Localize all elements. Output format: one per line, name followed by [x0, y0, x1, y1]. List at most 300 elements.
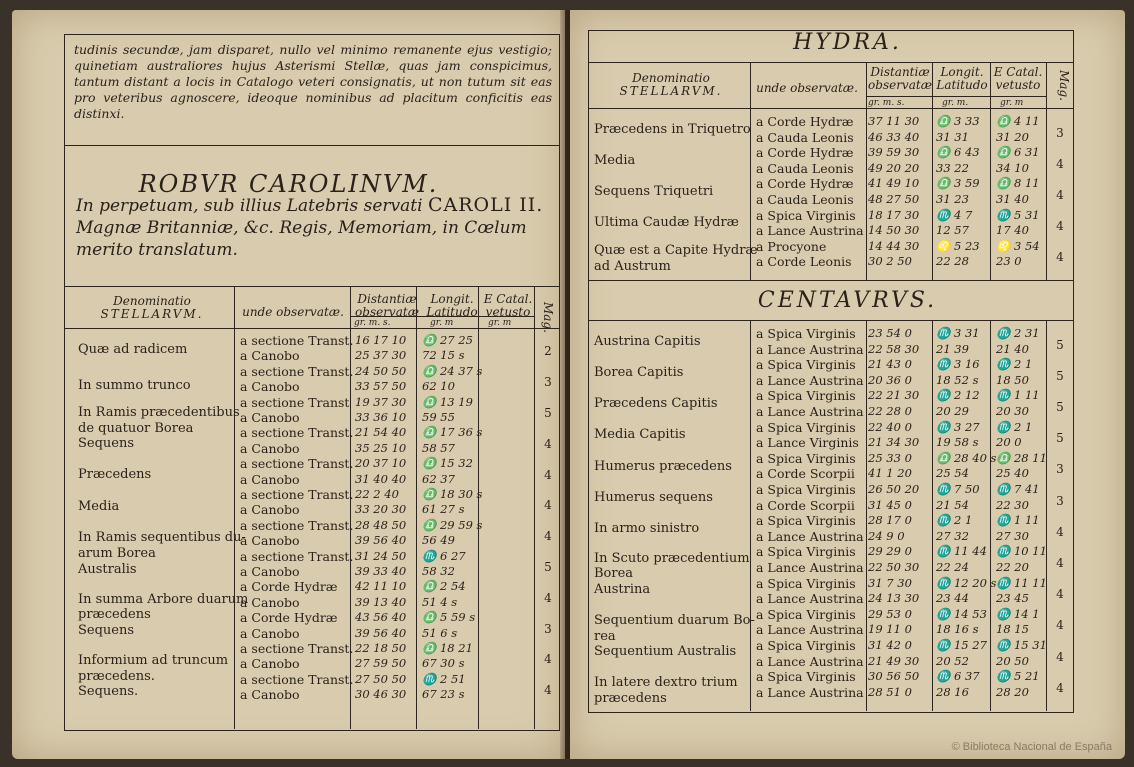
- centaurus-longitude: 22 24: [936, 560, 969, 574]
- longitude-value: 51 6 s: [422, 625, 458, 640]
- hydra-longitude: 33 22: [936, 160, 969, 175]
- hydra-magnitude: 4: [1056, 156, 1064, 171]
- centaurus-longitude: ♏ 7 50: [936, 482, 980, 496]
- centaurus-distance: 29 53 0: [868, 606, 912, 621]
- longitude-value: 56 49: [422, 533, 455, 548]
- hydra-star-name: Ultima Caudæ Hydræ: [594, 215, 739, 231]
- centaurus-reference: a Corde Scorpii: [756, 466, 855, 482]
- longitude-value: ♎ 17 36 s: [422, 425, 483, 440]
- sub-long: gr. m: [430, 318, 454, 328]
- star-name: præcedens: [78, 607, 151, 623]
- distance-value: 31 40 40: [355, 471, 407, 486]
- reference-star: a sectione Transt.: [240, 363, 354, 379]
- centaurus-distance: 28 17 0: [868, 513, 912, 528]
- dedication-caps: CAROLI II.: [427, 194, 544, 216]
- reference-star: a Canobo: [240, 471, 300, 487]
- longitude-value: ♎ 29 59 s: [422, 517, 483, 532]
- centaurus-reference: a Lance Austrina: [756, 684, 864, 700]
- centaurus-catalog: 18 50: [996, 372, 1029, 387]
- hydra-magnitude: 4: [1056, 188, 1064, 202]
- star-name: In Ramis præcedentibus: [78, 405, 240, 421]
- distance-value: 25 37 30: [355, 348, 407, 363]
- hydra-catalog: 34 10: [996, 160, 1029, 175]
- hydra-catalog: ♏ 5 31: [996, 207, 1040, 222]
- centaurus-catalog: ♏ 7 41: [996, 482, 1040, 496]
- hydra-catalog: 17 40: [996, 223, 1029, 238]
- hydra-magnitude: 4: [1056, 250, 1064, 265]
- hydra-reference: a Corde Hydræ: [756, 145, 854, 161]
- centaurus-longitude: ♏ 3 27: [936, 419, 980, 434]
- reference-star: a Corde Hydræ: [240, 610, 338, 626]
- centaurus-longitude: ♏ 3 31: [936, 326, 980, 340]
- hydra-star-name: ad Austrum: [594, 259, 671, 275]
- centaurus-magnitude: 3: [1056, 493, 1064, 508]
- star-name: Informium ad truncum: [78, 653, 229, 669]
- star-name: arum Borea: [78, 545, 156, 561]
- centaurus-reference: a Lance Austrina: [756, 622, 864, 638]
- header-longitudo: Longit. Latitudo: [426, 292, 478, 319]
- reference-star: a sectione Transt.: [240, 487, 354, 502]
- sub-ecat: gr. m: [488, 318, 512, 328]
- reference-star: a sectione Transt.: [240, 425, 354, 441]
- distance-value: 43 56 40: [355, 610, 407, 625]
- magnitude-value: 3: [544, 621, 552, 636]
- star-name: Media: [78, 499, 120, 515]
- dedication-b: Magnæ Britanniæ, &c. Regis, Memoriam, in Cœlum merito translatum.: [76, 218, 527, 260]
- distance-value: 24 50 50: [355, 363, 407, 378]
- centaurus-catalog: 20 50: [996, 653, 1029, 668]
- reference-star: a Canobo: [240, 440, 300, 456]
- centaurus-distance: 30 56 50: [868, 669, 920, 684]
- hydra-longitude: ♌ 5 23: [936, 238, 980, 253]
- centaurus-star-name: In latere dextro trium: [594, 675, 738, 691]
- header-mag: Mag.: [541, 302, 555, 333]
- centaurus-catalog: 23 45: [996, 591, 1029, 606]
- longitude-value: ♎ 5 59 s: [422, 610, 476, 625]
- hydra-distance: 46 33 40: [868, 129, 920, 144]
- distance-value: 33 36 10: [355, 410, 407, 424]
- centaurus-distance: 31 7 30: [868, 575, 912, 590]
- longitude-value: ♎ 13 19: [422, 394, 473, 409]
- centaurus-catalog: ♏ 11 11: [996, 575, 1047, 590]
- hydra-magnitude: 4: [1056, 219, 1064, 234]
- magnitude-value: 4: [544, 529, 552, 544]
- longitude-value: ♎ 18 21: [422, 641, 473, 655]
- centaurus-reference: a Spica Virginis: [756, 513, 856, 529]
- longitude-value: ♎ 15 32: [422, 456, 473, 471]
- longitude-value: ♎ 18 30 s: [422, 487, 483, 501]
- centaurus-longitude: ♏ 2 12: [936, 388, 980, 403]
- magnitude-value: 4: [544, 436, 552, 451]
- centaurus-star-name: In armo sinistro: [594, 521, 700, 536]
- centaurus-distance: 31 45 0: [868, 497, 912, 512]
- centaurus-reference: a Lance Austrina: [756, 560, 864, 575]
- distance-value: 16 17 10: [355, 333, 407, 347]
- reference-star: a sectione Transt.: [240, 333, 354, 348]
- centaurus-reference: a Spica Virginis: [756, 326, 856, 341]
- dedication-a: In perpetuam, sub illius Latebris servati: [76, 196, 423, 216]
- centaurus-catalog: ♏ 15 31: [996, 638, 1047, 652]
- distance-value: 20 37 10: [355, 456, 407, 471]
- hydra-longitude: 31 23: [936, 192, 969, 206]
- reference-star: a sectione Transt.: [240, 456, 354, 472]
- centaurus-reference: a Spica Virginis: [756, 544, 856, 560]
- reference-star: a Canobo: [240, 594, 300, 610]
- centaurus-longitude: ♎ 28 40 s: [936, 450, 997, 465]
- hydra-catalog: 31 20: [996, 129, 1029, 144]
- centaurus-catalog: 22 30: [996, 497, 1029, 512]
- centaurus-reference: a Spica Virginis: [756, 638, 856, 653]
- header-e-catal: E Catal. vetusto: [483, 292, 533, 319]
- centaurus-magnitude: 4: [1056, 680, 1064, 695]
- credit-text: © Biblioteca Nacional de España: [951, 741, 1112, 753]
- distance-value: 39 56 40: [355, 625, 407, 640]
- longitude-value: 61 27 s: [422, 502, 465, 517]
- hydra-longitude: 31 31: [936, 129, 969, 144]
- centaurus-distance: 20 36 0: [868, 372, 912, 387]
- centaurus-distance: 22 58 30: [868, 341, 920, 356]
- dedication: [76, 194, 556, 261]
- hydra-reference: a Cauda Leonis: [756, 129, 854, 145]
- hydra-reference: a Cauda Leonis: [756, 160, 854, 176]
- reference-star: a Corde Hydræ: [240, 579, 338, 595]
- distance-value: 30 46 30: [355, 687, 407, 702]
- centaurus-distance: 29 29 0: [868, 544, 912, 559]
- centaurus-magnitude: 5: [1056, 431, 1064, 446]
- centaurus-catalog: 20 0: [996, 435, 1022, 450]
- reference-star: a Canobo: [240, 410, 300, 425]
- centaurus-catalog: ♏ 5 21: [996, 669, 1040, 684]
- longitude-value: ♎ 2 54: [422, 579, 466, 594]
- centaurus-star-name: Austrina Capitis: [594, 333, 701, 349]
- centaurus-reference: a Spica Virginis: [756, 388, 856, 404]
- centaurus-star-name: Borea: [594, 566, 634, 582]
- r-header-longitudo: Longit. Latitudo: [936, 65, 988, 92]
- centaurus-magnitude: 4: [1056, 618, 1064, 633]
- hydra-star-name: Præcedens in Triquetro: [594, 121, 751, 137]
- hydra-star-name: Media: [594, 153, 636, 168]
- centaurus-longitude: 21 39: [936, 341, 969, 356]
- star-name: Quæ ad radicem: [78, 342, 188, 358]
- centaurus-distance: 24 13 30: [868, 591, 920, 606]
- centaurus-longitude: 20 29: [936, 404, 969, 418]
- centaurus-distance: 25 33 0: [868, 450, 912, 465]
- hydra-distance: 14 50 30: [868, 223, 920, 238]
- r-header-distantiae: Distantiæ observatæ: [868, 65, 932, 92]
- hydra-reference: a Lance Austrina: [756, 223, 864, 239]
- centaurus-magnitude: 3: [1056, 462, 1064, 477]
- sub-dist: gr. m. s.: [354, 318, 391, 328]
- hydra-star-name: Quæ est a Capite Hydræ: [594, 243, 758, 259]
- reference-star: a Canobo: [240, 656, 300, 672]
- distance-value: 22 18 50: [355, 641, 407, 655]
- centaurus-catalog: 21 40: [996, 341, 1029, 356]
- hydra-reference: a Cauda Leonis: [756, 192, 854, 207]
- centaurus-reference: a Spica Virginis: [756, 575, 856, 591]
- centaurus-star-name: rea: [594, 628, 616, 644]
- hydra-reference: a Corde Hydræ: [756, 176, 854, 192]
- centaurus-catalog: ♏ 10 11: [996, 544, 1047, 559]
- centaurus-magnitude: 4: [1056, 649, 1064, 664]
- centaurus-longitude: ♏ 15 27: [936, 638, 987, 652]
- centaurus-distance: 22 40 0: [868, 419, 912, 434]
- centaurus-reference: a Lance Austrina: [756, 591, 864, 607]
- centaurus-reference: a Spica Virginis: [756, 669, 856, 685]
- star-name: Sequens: [78, 436, 135, 452]
- hydra-longitude: ♎ 6 43: [936, 145, 980, 160]
- hydra-longitude: 12 57: [936, 223, 969, 238]
- hydra-distance: 18 17 30: [868, 207, 920, 222]
- centaurus-longitude: 19 58 s: [936, 435, 979, 450]
- reference-star: a Canobo: [240, 348, 300, 364]
- robur-title: ROBVR CAROLINVM.: [138, 170, 439, 198]
- hydra-distance: 30 2 50: [868, 254, 912, 269]
- centaurus-star-name: Sequentium duarum Bo-: [594, 613, 755, 629]
- centaurus-reference: a Lance Austrina: [756, 653, 864, 669]
- hydra-reference: a Procyone: [756, 238, 827, 254]
- centaurus-star-name: præcedens: [594, 691, 667, 707]
- hydra-distance: 41 49 10: [868, 176, 920, 191]
- magnitude-value: 5: [544, 406, 552, 420]
- hydra-catalog: ♎ 4 11: [996, 114, 1040, 128]
- centaurus-star-name: In Scuto præcedentium: [594, 550, 750, 566]
- centaurus-star-name: Sequentium Australis: [594, 644, 737, 660]
- hydra-catalog: 23 0: [996, 254, 1022, 269]
- hydra-star-name: Sequens Triquetri: [594, 184, 714, 200]
- centaurus-catalog: ♏ 1 11: [996, 388, 1040, 403]
- reference-star: a Canobo: [240, 564, 300, 579]
- centaurus-longitude: ♏ 6 37: [936, 669, 980, 684]
- centaurus-magnitude: 5: [1056, 400, 1064, 414]
- centaurus-magnitude: 4: [1056, 524, 1064, 539]
- magnitude-value: 4: [544, 590, 552, 605]
- centaurus-longitude: 20 52: [936, 653, 969, 668]
- distance-value: 39 56 40: [355, 533, 407, 548]
- header-unde: unde observatæ.: [242, 305, 344, 319]
- right-page: [570, 10, 1125, 759]
- longitude-value: 59 55: [422, 410, 455, 424]
- distance-value: 27 50 50: [355, 671, 407, 686]
- hydra-distance: 37 11 30: [868, 114, 920, 128]
- centaurus-reference: a Spica Virginis: [756, 482, 856, 497]
- centaurus-magnitude: 5: [1056, 368, 1064, 383]
- centaurus-longitude: 27 32: [936, 528, 969, 543]
- star-name: Australis: [78, 562, 137, 578]
- hydra-magnitude: 3: [1056, 125, 1064, 140]
- centaurus-catalog: ♎ 28 11: [996, 450, 1047, 465]
- star-name: Præcedens: [78, 466, 152, 482]
- centaurus-longitude: 18 16 s: [936, 622, 979, 637]
- reference-star: a sectione Transt.: [240, 641, 354, 656]
- reference-star: a sectione Transt: [240, 394, 350, 410]
- hydra-catalog: ♎ 8 11: [996, 176, 1040, 191]
- r-sub-ecat: gr. m: [1000, 98, 1024, 108]
- longitude-value: 58 32: [422, 564, 455, 578]
- header-distantiae: Distantiæ observatæ: [355, 292, 419, 319]
- centaurus-star-name: Humerus sequens: [594, 489, 713, 505]
- centaurus-distance: 41 1 20: [868, 466, 912, 481]
- reference-star: a Canobo: [240, 687, 300, 703]
- magnitude-value: 4: [544, 652, 552, 667]
- longitude-value: 67 23 s: [422, 687, 465, 702]
- hydra-catalog: 31 40: [996, 192, 1029, 206]
- centaurus-catalog: 18 15: [996, 622, 1029, 637]
- centaurus-longitude: ♏ 3 16: [936, 357, 980, 372]
- longitude-value: 72 15 s: [422, 348, 465, 363]
- centaurus-longitude: ♏ 14 53: [936, 606, 987, 621]
- r-header-e-catal: E Catal. vetusto: [993, 65, 1043, 92]
- reference-star: a sectione Transt.: [240, 517, 354, 533]
- hydra-reference: a Corde Leonis: [756, 254, 852, 270]
- centaurus-reference: a Corde Scorpii: [756, 497, 855, 513]
- magnitude-value: 5: [544, 560, 552, 574]
- hydra-longitude: 22 28: [936, 254, 969, 269]
- longitude-value: 67 30 s: [422, 656, 465, 671]
- intro-text: tudinis secundæ, jam disparet, nullo vel minimo remanente ejus vestigio; quinetiam australiores hujus Asterismi Stellæ, quas jam conspicimus, tantum distant a locis in Catalogo veteri consignatis, ut non tutum sit eas pro veteribus agnoscere, ideoque nominibus ad placitum conficitis eas distinxi.: [74, 42, 552, 121]
- centaurus-longitude: 25 54: [936, 466, 969, 481]
- distance-value: 35 25 10: [355, 440, 407, 455]
- centaurus-star-name: Austrina: [594, 581, 651, 597]
- r-header-unde: unde observatæ.: [756, 81, 858, 95]
- hydra-catalog: ♌ 3 54: [996, 238, 1040, 253]
- centaurus-catalog: 28 20: [996, 684, 1029, 699]
- centaurus-catalog: 27 30: [996, 528, 1029, 543]
- magnitude-value: 3: [544, 375, 552, 390]
- distance-value: 27 59 50: [355, 656, 407, 671]
- centaurus-star-name: Præcedens Capitis: [594, 396, 718, 412]
- centaurus-catalog: 22 20: [996, 560, 1029, 574]
- hydra-reference: a Spica Virginis: [756, 207, 856, 223]
- star-name: de quatuor Borea: [78, 420, 194, 436]
- centaurus-star-name: Media Capitis: [594, 427, 686, 443]
- longitude-value: 58 57: [422, 440, 455, 455]
- centaurus-catalog: 20 30: [996, 404, 1029, 418]
- centaurus-magnitude: 4: [1056, 556, 1064, 570]
- star-name: In summa Arbore duarum: [78, 591, 249, 607]
- centaurus-longitude: ♏ 11 44: [936, 544, 987, 559]
- centaurus-star-name: Borea Capitis: [594, 365, 684, 380]
- centaurus-magnitude: 4: [1056, 587, 1064, 602]
- centaurus-catalog: ♏ 2 1: [996, 419, 1033, 434]
- hydra-reference: a Corde Hydræ: [756, 114, 854, 129]
- longitude-value: 62 37: [422, 471, 455, 486]
- distance-value: 19 37 30: [355, 394, 407, 409]
- centaurus-distance: 23 54 0: [868, 326, 912, 340]
- magnitude-value: 4: [544, 683, 552, 698]
- hydra-distance: 49 20 20: [868, 160, 920, 175]
- centaurus-longitude: ♏ 12 20 s: [936, 575, 997, 590]
- centaurus-star-name: Humerus præcedens: [594, 458, 732, 474]
- centaurus-reference: a Spica Virginis: [756, 357, 856, 373]
- star-name: Sequens.: [78, 684, 139, 700]
- star-name: In Ramis sequentibus du-: [78, 530, 246, 546]
- star-name: Sequens: [78, 622, 135, 638]
- centaurus-catalog: ♏ 2 1: [996, 357, 1033, 372]
- centaurus-catalog: ♏ 2 31: [996, 326, 1040, 340]
- centaurus-catalog: ♏ 1 11: [996, 513, 1040, 528]
- reference-star: a Canobo: [240, 379, 300, 395]
- hydra-title: HYDRA.: [793, 30, 902, 55]
- centaurus-reference: a Lance Austrina: [756, 528, 864, 544]
- centaurus-reference: a Spica Virginis: [756, 419, 856, 435]
- star-name: præcedens.: [78, 668, 155, 684]
- centaurus-distance: 26 50 20: [868, 482, 920, 496]
- centaurus-longitude: 23 44: [936, 591, 969, 606]
- distance-value: 31 24 50: [355, 548, 407, 563]
- longitude-value: ♏ 6 27: [422, 548, 466, 563]
- centaurus-reference: a Lance Austrina: [756, 404, 864, 419]
- reference-star: a Canobo: [240, 502, 300, 518]
- centaurus-distance: 22 50 30: [868, 560, 920, 574]
- centaurus-distance: 19 11 0: [868, 622, 912, 637]
- distance-value: 28 48 50: [355, 517, 407, 532]
- centaurus-distance: 21 34 30: [868, 435, 920, 450]
- distance-value: 22 2 40: [355, 487, 399, 501]
- hydra-distance: 14 44 30: [868, 238, 920, 253]
- hydra-distance: 39 59 30: [868, 145, 920, 160]
- hydra-longitude: ♎ 3 33: [936, 114, 980, 128]
- centaurus-reference: a Lance Austrina: [756, 372, 864, 388]
- centaurus-longitude: 28 16: [936, 684, 969, 699]
- magnitude-value: 2: [544, 344, 552, 359]
- distance-value: 33 57 50: [355, 379, 407, 394]
- centaurus-distance: 31 42 0: [868, 638, 912, 652]
- centaurus-distance: 22 28 0: [868, 404, 912, 418]
- centaurus-distance: 28 51 0: [868, 684, 912, 699]
- centaurus-catalog: 25 40: [996, 466, 1029, 481]
- longitude-value: 51 4 s: [422, 594, 458, 609]
- centaurus-distance: 21 49 30: [868, 653, 920, 668]
- centaurus-distance: 22 21 30: [868, 388, 920, 403]
- centaurus-longitude: 18 52 s: [936, 372, 979, 387]
- left-page: [12, 10, 565, 759]
- reference-star: a Canobo: [240, 625, 300, 641]
- reference-star: a Canobo: [240, 533, 300, 549]
- centaurus-longitude: ♏ 2 1: [936, 513, 973, 528]
- distance-value: 39 13 40: [355, 594, 407, 609]
- reference-star: a sectione Transt.: [240, 671, 354, 687]
- longitude-value: 62 10: [422, 379, 455, 394]
- centaurus-reference: a Lance Austrina: [756, 341, 864, 357]
- distance-value: 33 20 30: [355, 502, 407, 517]
- centaurus-catalog: ♏ 14 1: [996, 606, 1040, 621]
- centaurus-magnitude: 5: [1056, 337, 1064, 352]
- magnitude-value: 4: [544, 467, 552, 482]
- longitude-value: ♎ 27 25: [422, 333, 473, 347]
- reference-star: a sectione Transt.: [240, 548, 354, 564]
- hydra-longitude: ♏ 4 7: [936, 207, 973, 222]
- r-sub-long: gr. m.: [942, 98, 969, 108]
- hydra-longitude: ♎ 3 59: [936, 176, 980, 191]
- r-sub-dist: gr. m. s.: [868, 98, 905, 108]
- r-header-mag: Mag.: [1057, 70, 1071, 101]
- longitude-value: ♎ 24 37 s: [422, 363, 483, 378]
- centaurus-reference: a Lance Virginis: [756, 435, 859, 451]
- magnitude-value: 4: [544, 498, 552, 513]
- centaurus-reference: a Spica Virginis: [756, 450, 856, 466]
- distance-value: 42 11 10: [355, 579, 407, 594]
- centaurus-distance: 24 9 0: [868, 528, 905, 543]
- hydra-distance: 48 27 50: [868, 192, 920, 206]
- centaurus-title: CENTAVRVS.: [757, 288, 938, 313]
- header-denominatio: Denominatio STELLARVM.: [100, 294, 204, 321]
- r-header-denominatio: Denominatio STELLARVM.: [619, 71, 723, 98]
- star-name: In summo trunco: [78, 377, 191, 393]
- centaurus-longitude: 21 54: [936, 497, 969, 512]
- distance-value: 21 54 40: [355, 425, 407, 440]
- hydra-catalog: ♎ 6 31: [996, 145, 1040, 160]
- centaurus-reference: a Spica Virginis: [756, 606, 856, 622]
